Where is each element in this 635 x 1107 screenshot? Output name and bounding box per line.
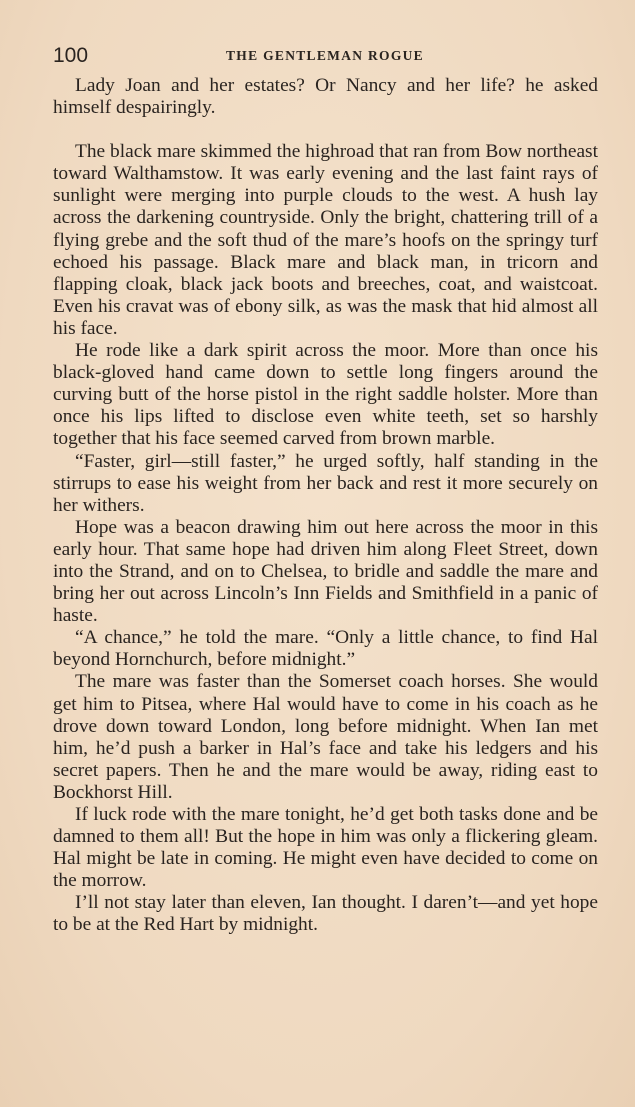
paragraph: I’ll not stay later than eleven, Ian thought. I daren’t—and yet hope to be at the Red Hart by midnight. [53, 892, 598, 936]
paragraph: If luck rode with the mare tonight, he’d get both tasks done and be damned to them all! But the hope in him was only a flickering gleam. Hal might be late in coming. He might even have decided to come on the morrow. [53, 804, 598, 892]
page-header [53, 44, 597, 70]
paragraph: Hope was a beacon drawing him out here across the moor in this early hour. That same hope had driven him along Fleet Street, down into the Strand, and on to Chelsea, to bridle and saddle the mare and bring her out across Lincoln’s Inn Fields and Smithfield in a panic of haste. [53, 516, 598, 627]
paragraph: He rode like a dark spirit across the moor. More than once his black-gloved hand came down to settle long fingers around the curving butt of the horse pistol in the right saddle holster. More than once his lips lifted to disclose even white teeth, set so harshly together that his face seemed carved from brown marble. [53, 340, 598, 450]
page-number: 100 [53, 44, 89, 67]
paragraph: The mare was faster than the Somerset coach horses. She would get him to Pitsea, where Hal would have to come in his coach as he drove down toward London, long before midnight. When Ian met him, he’d push a barker in Hal’s face and take his ledgers and his secret papers. Then he and the mare would be away, riding east to Bockhorst Hill. [53, 671, 598, 803]
paragraph: The black mare skimmed the highroad that ran from Bow northeast toward Walthamstow. It was early evening and the last faint rays of sunlight were merging into purple clouds to the west. A hush lay across the darkening countryside. Only the bright, chattering trill of a flying grebe and the soft thud of the mare’s hoofs on the springy turf echoed his passage. Black mare and black man, in tricorn and flapping cloak, black jack boots and breeches, coat, and waistcoat. Even his cravat was of ebony silk, as was the mask that hid almost all his face. [53, 141, 598, 339]
paragraph: “A chance,” he told the mare. “Only a little chance, to find Hal beyond Hornchurch, before midnight.” [53, 627, 598, 671]
paragraph: “Faster, girl—still faster,” he urged softly, half standing in the stirrups to ease his weight from her back and rest it more securely on her withers. [53, 450, 598, 516]
running-title: THE GENTLEMAN ROGUE [226, 48, 424, 63]
body-text [53, 75, 598, 937]
paragraph: Lady Joan and her estates? Or Nancy and her life? he asked himself despairingly. [53, 75, 598, 119]
